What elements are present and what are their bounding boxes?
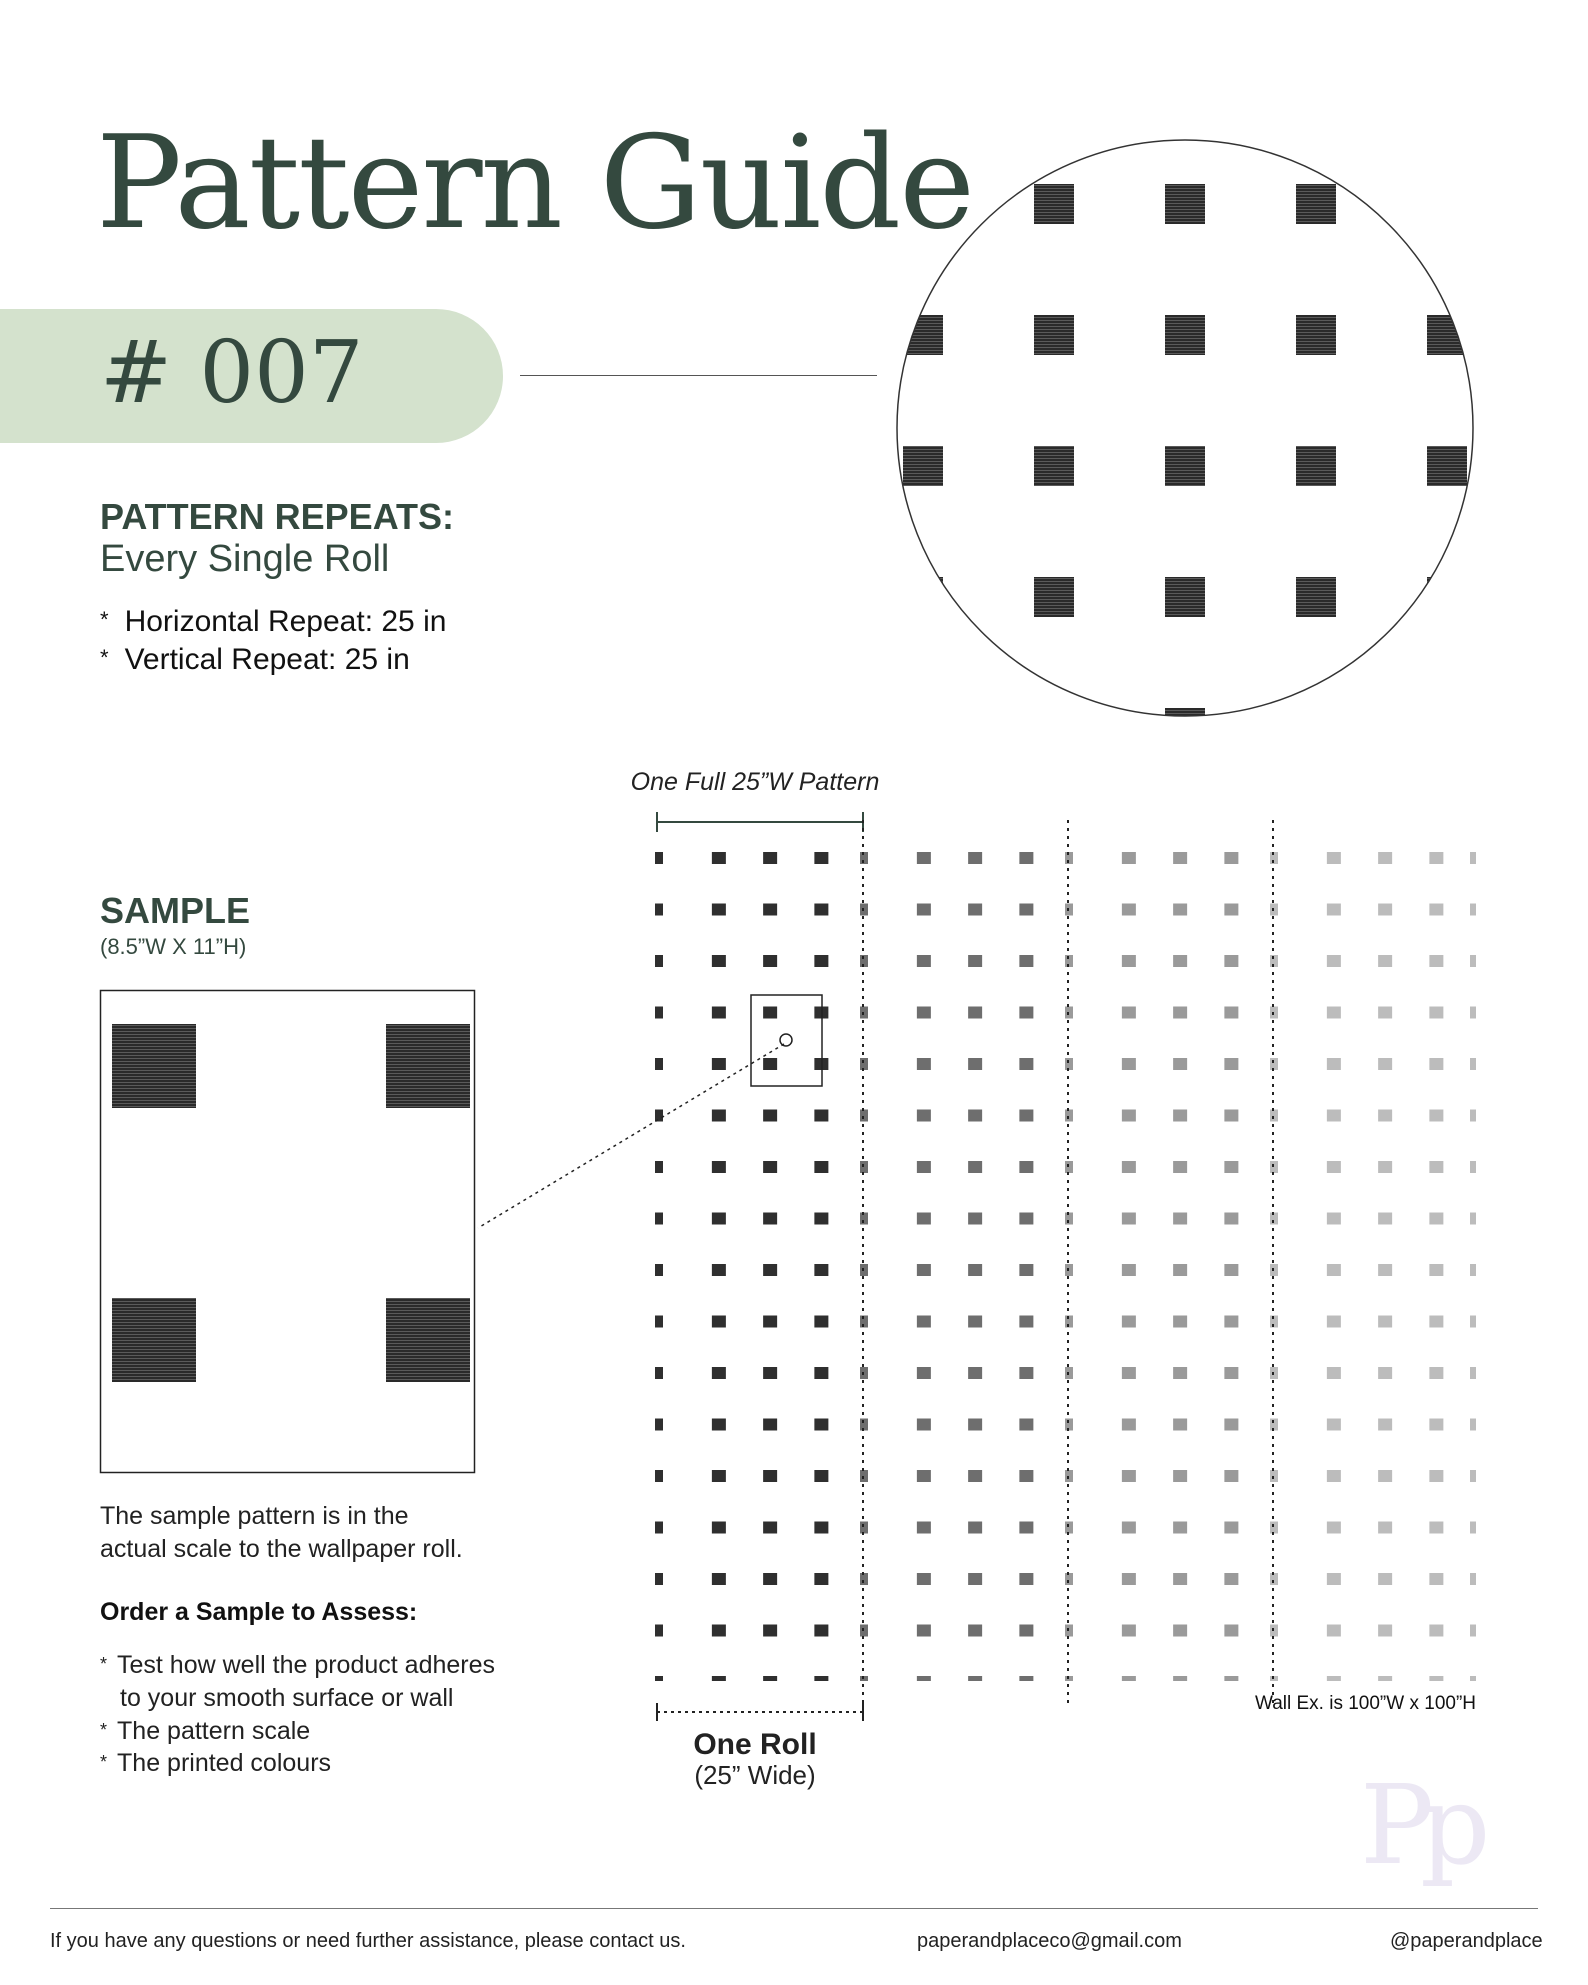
- wall-pattern-dot: [1019, 1161, 1033, 1173]
- wall-pattern-dot: [763, 955, 777, 967]
- wall-pattern-dot: [1429, 1316, 1443, 1328]
- wall-pattern-dot: [917, 1367, 931, 1379]
- wall-pattern-dot: [763, 1213, 777, 1225]
- wall-pattern-dot: [1173, 904, 1187, 916]
- wall-pattern-dot: [1327, 1522, 1341, 1534]
- wall-pattern-dot: [917, 1470, 931, 1482]
- wall-pattern-dot: [655, 1007, 663, 1019]
- wall-pattern-dot: [968, 1316, 982, 1328]
- wall-pattern-dot: [1470, 1058, 1476, 1070]
- wall-pattern-dot: [814, 852, 828, 864]
- wall-pattern-dot: [1224, 1007, 1238, 1019]
- wall-pattern-dot: [1019, 955, 1033, 967]
- wall-pattern-dot: [655, 1676, 663, 1681]
- wall-pattern-dot: [917, 1676, 931, 1681]
- wall-example-note: Wall Ex. is 100”W x 100”H: [1254, 1693, 1476, 1714]
- wall-pattern-dot: [1122, 1676, 1136, 1681]
- wall-pattern-dot: [1270, 1110, 1278, 1122]
- wall-pattern-dot: [763, 1573, 777, 1585]
- wall-pattern-dot: [917, 1161, 931, 1173]
- wall-pattern-dot: [712, 1264, 726, 1276]
- wall-pattern-dot: [814, 1470, 828, 1482]
- wall-pattern-dot: [1224, 1264, 1238, 1276]
- wall-pattern-dot: [655, 1470, 663, 1482]
- paper-and-place-logo-icon: Pp: [1360, 1761, 1477, 1889]
- wall-pattern-dot: [1122, 852, 1136, 864]
- wall-pattern-dot: [1429, 1007, 1443, 1019]
- wall-pattern-dot: [1429, 1058, 1443, 1070]
- wall-pattern-dot: [1019, 1316, 1033, 1328]
- wall-pattern-dot: [1470, 1110, 1476, 1122]
- wall-pattern-dot: [1429, 1573, 1443, 1585]
- roll-dividers: [863, 820, 1273, 1705]
- wall-pattern-dot: [917, 955, 931, 967]
- wall-pattern-dot: [1327, 1007, 1341, 1019]
- wall-pattern-dot: [814, 1316, 828, 1328]
- wall-pattern-dot: [763, 1161, 777, 1173]
- order-item-text: to your smooth surface or wall: [120, 1684, 454, 1712]
- pattern-code: # 007: [100, 323, 364, 423]
- wall-pattern-dot: [712, 1161, 726, 1173]
- wall-pattern-dot: [655, 1213, 663, 1225]
- wall-pattern-dot: [1122, 1419, 1136, 1431]
- sample-size: (8.5”W X 11”H): [100, 934, 247, 959]
- wall-pattern-dot: [1470, 955, 1476, 967]
- wall-pattern-dot: [763, 1007, 777, 1019]
- order-item-text: The printed colours: [117, 1749, 332, 1777]
- wall-pattern-dot: [1173, 1110, 1187, 1122]
- wall-pattern-dot: [1378, 904, 1392, 916]
- wall-pattern-dot: [1122, 1625, 1136, 1637]
- wall-pattern-dot: [1327, 1264, 1341, 1276]
- wall-pattern-dot: [763, 1625, 777, 1637]
- wall-pattern-dot: [1429, 1213, 1443, 1225]
- wall-pattern-dot: [712, 955, 726, 967]
- wall-pattern-dot: [968, 852, 982, 864]
- wall-pattern-dot: [1173, 1367, 1187, 1379]
- wall-pattern-dot: [1065, 1110, 1073, 1122]
- wall-pattern-dot: [860, 1522, 868, 1534]
- wall-pattern-dot: [1470, 1367, 1476, 1379]
- wall-pattern-dot: [1224, 904, 1238, 916]
- wall-pattern-dot: [1429, 852, 1443, 864]
- wall-pattern-dot: [1470, 1264, 1476, 1276]
- wall-pattern-dot: [814, 1522, 828, 1534]
- wall-pattern-dot: [917, 904, 931, 916]
- wall-pattern-dot: [1019, 1625, 1033, 1637]
- wall-pattern-dot: [712, 1470, 726, 1482]
- wall-pattern-dot: [1429, 1522, 1443, 1534]
- wall-pattern-dot: [763, 904, 777, 916]
- wall-pattern-dot: [917, 1110, 931, 1122]
- wall-pattern-dot: [814, 1161, 828, 1173]
- wall-pattern-dot: [1378, 1522, 1392, 1534]
- wall-pattern-dot: [1019, 1676, 1033, 1681]
- wall-pattern-dot: [1173, 1316, 1187, 1328]
- wall-pattern-dot: [814, 1213, 828, 1225]
- wall-pattern-dot: [1122, 1213, 1136, 1225]
- wall-pattern-dot: [1470, 1625, 1476, 1637]
- wall-pattern-dot: [968, 955, 982, 967]
- pattern-width-label: One Full 25”W Pattern: [630, 768, 880, 796]
- sample-note-line: The sample pattern is in the: [100, 1502, 409, 1530]
- wall-pattern-dot: [712, 1367, 726, 1379]
- wall-pattern-dot: [655, 1161, 663, 1173]
- wall-pattern-dot: [1327, 1419, 1341, 1431]
- wall-pattern-dot: [1270, 1522, 1278, 1534]
- wall-pattern-dot: [814, 1625, 828, 1637]
- wall-pattern-dot: [1327, 1676, 1341, 1681]
- wall-pattern-dot: [655, 1367, 663, 1379]
- repeat-value: 25 in: [381, 605, 447, 638]
- wall-pattern-dot: [1122, 1522, 1136, 1534]
- wall-pattern-dot: [1378, 1058, 1392, 1070]
- wall-pattern-dot: [1429, 1625, 1443, 1637]
- wall-pattern-dot: [814, 1676, 828, 1681]
- wall-pattern-dot: [1224, 1522, 1238, 1534]
- wall-pattern-dot: [1173, 1058, 1187, 1070]
- wall-pattern-dot: [968, 1264, 982, 1276]
- wall-pattern-dot: [1429, 1367, 1443, 1379]
- wall-pattern-dot: [1122, 1058, 1136, 1070]
- wall-pattern-dot: [968, 1625, 982, 1637]
- wall-pattern-dot: [968, 1367, 982, 1379]
- wall-pattern-dot: [814, 955, 828, 967]
- wall-pattern-dot: [968, 1573, 982, 1585]
- wall-pattern-dot: [1122, 904, 1136, 916]
- wall-pattern-dot: [917, 1007, 931, 1019]
- wall-pattern-dot: [968, 1007, 982, 1019]
- wall-pattern-dot: [1224, 1316, 1238, 1328]
- wall-pattern-dot: [1224, 955, 1238, 967]
- wall-pattern-dot: [655, 1419, 663, 1431]
- wall-pattern-dot: [1019, 1367, 1033, 1379]
- wall-pattern-dot: [1224, 1367, 1238, 1379]
- roll-bracket: [657, 1703, 863, 1721]
- order-item-text: Test how well the product adheres: [117, 1651, 496, 1679]
- wall-pattern-dot: [712, 1007, 726, 1019]
- wall-pattern-dot: [917, 1522, 931, 1534]
- wall-pattern-dot: [1378, 1007, 1392, 1019]
- wall-pattern-dot: [1173, 1676, 1187, 1681]
- wall-pattern-dot: [763, 1316, 777, 1328]
- wall-pattern-dot: [1327, 904, 1341, 916]
- wall-pattern-dot: [1327, 955, 1341, 967]
- footer-contact-text: If you have any questions or need further assistance, please contact us.: [50, 1930, 686, 1952]
- wall-pattern-dot: [1327, 1161, 1341, 1173]
- pattern-repeats-subheading: Every Single Roll: [100, 538, 390, 580]
- wall-pattern-dot: [1065, 1522, 1073, 1534]
- wall-pattern-dot: [763, 1470, 777, 1482]
- wall-pattern-dot: [814, 1264, 828, 1276]
- wall-pattern-dot: [1122, 1264, 1136, 1276]
- wall-pattern-dot: [1122, 1161, 1136, 1173]
- wall-pattern-dot: [1019, 904, 1033, 916]
- wall-pattern-dot: [712, 1419, 726, 1431]
- wall-pattern-dot: [1019, 1110, 1033, 1122]
- wall-pattern-dot: [712, 1316, 726, 1328]
- wall-pattern-dot: [1429, 1264, 1443, 1276]
- wall-pattern-dot: [1470, 904, 1476, 916]
- wall-pattern-dot: [1173, 955, 1187, 967]
- wall-pattern-dot: [1122, 1110, 1136, 1122]
- wall-pattern-dot: [968, 1419, 982, 1431]
- wall-pattern-dot: [1224, 1573, 1238, 1585]
- wall-pattern-dot: [1378, 1161, 1392, 1173]
- wall-pattern-dot: [968, 904, 982, 916]
- wall-pattern-dot: [1470, 1161, 1476, 1173]
- wall-pattern-dot: [917, 1419, 931, 1431]
- wall-pattern-dot: [1019, 1213, 1033, 1225]
- wall-pattern-dot: [763, 1676, 777, 1681]
- wall-pattern-dot: [814, 1110, 828, 1122]
- wall-pattern-dot: [1019, 1264, 1033, 1276]
- wall-pattern-dot: [1173, 1573, 1187, 1585]
- wall-pattern-dot: [917, 1625, 931, 1637]
- wall-pattern-dot: [712, 852, 726, 864]
- wall-pattern-dot: [655, 904, 663, 916]
- wall-pattern-dot: [860, 1110, 868, 1122]
- bullet-asterisk: *: [100, 1720, 108, 1740]
- wall-pattern-dot: [1327, 1625, 1341, 1637]
- wall-pattern-dot: [763, 852, 777, 864]
- wall-pattern-dot: [1019, 1470, 1033, 1482]
- wall-pattern-dot: [1378, 1470, 1392, 1482]
- wall-pattern-dot: [763, 1264, 777, 1276]
- wall-pattern-dot: [1378, 1573, 1392, 1585]
- wall-pattern-dot: [763, 1419, 777, 1431]
- wall-pattern-dot: [1429, 1161, 1443, 1173]
- wall-pattern-dot: [763, 1110, 777, 1122]
- sample-heading: SAMPLE: [100, 890, 251, 931]
- wall-pattern-dot: [1122, 1316, 1136, 1328]
- repeat-value: 25 in: [344, 643, 410, 676]
- wall-pattern-dot: [1173, 1264, 1187, 1276]
- wall-pattern-dot: [1470, 1007, 1476, 1019]
- wall-pattern-dot: [1019, 1419, 1033, 1431]
- wall-pattern-dot: [1019, 1573, 1033, 1585]
- wall-pattern-dot: [712, 1676, 726, 1681]
- wall-pattern-dot: [1470, 852, 1476, 864]
- wall-pattern-dot: [968, 1213, 982, 1225]
- wall-pattern-dot: [1378, 1110, 1392, 1122]
- wall-pattern-dot: [655, 1316, 663, 1328]
- wall-pattern-dot: [1429, 1470, 1443, 1482]
- wall-pattern-dot: [1224, 1058, 1238, 1070]
- wall-pattern-dot: [1378, 1367, 1392, 1379]
- wall-pattern-dot: [1224, 852, 1238, 864]
- wall-pattern-dot: [917, 1213, 931, 1225]
- wall-pattern-dot: [1470, 1522, 1476, 1534]
- wall-pattern-dot: [655, 1522, 663, 1534]
- wall-pattern-dot: [814, 1367, 828, 1379]
- wall-pattern-dot: [763, 1367, 777, 1379]
- wall-pattern-dot: [1224, 1161, 1238, 1173]
- repeat-label: Vertical Repeat:: [124, 643, 337, 676]
- wall-pattern-dot: [1224, 1213, 1238, 1225]
- bullet-asterisk: *: [100, 645, 109, 670]
- wall-pattern-dot: [1122, 1573, 1136, 1585]
- wall-pattern-dot: [1224, 1625, 1238, 1637]
- wall-pattern-dot: [1173, 1419, 1187, 1431]
- bullet-asterisk: *: [100, 607, 109, 632]
- wall-pattern-dot: [1019, 1007, 1033, 1019]
- wall-pattern-dot: [1470, 1316, 1476, 1328]
- wall-pattern-dot: [655, 1058, 663, 1070]
- wall-pattern-dot: [655, 1110, 663, 1122]
- page-title: Pattern Guide: [96, 109, 973, 258]
- wall-pattern-dot: [1327, 1470, 1341, 1482]
- wall-pattern-dots: [655, 852, 1476, 1681]
- wall-pattern-dot: [1122, 1470, 1136, 1482]
- wall-pattern-dot: [968, 1110, 982, 1122]
- wall-pattern-dot: [1122, 1007, 1136, 1019]
- wall-pattern-dot: [655, 1573, 663, 1585]
- wall-pattern-dot: [763, 1522, 777, 1534]
- wall-pattern-dot: [1327, 1213, 1341, 1225]
- wall-pattern-dot: [1122, 1367, 1136, 1379]
- wall-pattern-dot: [1429, 1419, 1443, 1431]
- roll-width: (25” Wide): [694, 1760, 816, 1790]
- footer-email-link[interactable]: paperandplaceco@gmail.com: [917, 1930, 1182, 1952]
- wall-pattern-dot: [1470, 1213, 1476, 1225]
- wall-pattern-dot: [1224, 1110, 1238, 1122]
- wall-pattern-dot: [1327, 1110, 1341, 1122]
- wall-pattern-dot: [1173, 1213, 1187, 1225]
- wall-pattern-dot: [712, 1058, 726, 1070]
- wall-pattern-dot: [1327, 1367, 1341, 1379]
- wall-pattern-dot: [917, 852, 931, 864]
- wall-pattern-dot: [712, 1573, 726, 1585]
- order-sample-heading: Order a Sample to Assess:: [100, 1598, 418, 1626]
- wall-pattern-dot: [1378, 1625, 1392, 1637]
- pattern-repeats-heading: PATTERN REPEATS:: [100, 496, 455, 537]
- wall-pattern-dot: [1378, 1676, 1392, 1681]
- wall-pattern-dot: [814, 904, 828, 916]
- wall-pattern-dot: [1173, 852, 1187, 864]
- wall-pattern-dot: [917, 1316, 931, 1328]
- wall-pattern-dot: [1429, 904, 1443, 916]
- wall-pattern-dot: [1327, 852, 1341, 864]
- roll-label: One Roll: [693, 1728, 817, 1761]
- wall-pattern-dot: [1173, 1625, 1187, 1637]
- order-item-text: The pattern scale: [117, 1717, 311, 1745]
- wall-pattern-dot: [917, 1573, 931, 1585]
- wall-pattern-dot: [712, 1522, 726, 1534]
- wall-pattern-dot: [1378, 1213, 1392, 1225]
- wall-pattern-dot: [1173, 1161, 1187, 1173]
- wall-pattern-dot: [1019, 1522, 1033, 1534]
- footer-social-handle[interactable]: @paperandplace: [1390, 1930, 1543, 1952]
- wall-pattern-dot: [968, 1522, 982, 1534]
- bullet-asterisk: *: [100, 1654, 108, 1674]
- wall-pattern-dot: [968, 1676, 982, 1681]
- wall-pattern-dot: [1019, 852, 1033, 864]
- wall-pattern-dot: [814, 1419, 828, 1431]
- wall-pattern-dot: [917, 1264, 931, 1276]
- wall-pattern-dot: [968, 1161, 982, 1173]
- wall-pattern-dot: [1173, 1522, 1187, 1534]
- wall-pattern-dot: [655, 955, 663, 967]
- wall-pattern-dot: [968, 1058, 982, 1070]
- wall-pattern-dot: [712, 1110, 726, 1122]
- wall-pattern-dot: [917, 1058, 931, 1070]
- wall-pattern-dot: [655, 1625, 663, 1637]
- wall-pattern-dot: [1378, 1316, 1392, 1328]
- wall-pattern-dot: [1378, 1419, 1392, 1431]
- wall-pattern-dot: [1378, 955, 1392, 967]
- wall-pattern-dot: [1378, 1264, 1392, 1276]
- wall-pattern-dot: [712, 1213, 726, 1225]
- wall-pattern-dot: [1173, 1470, 1187, 1482]
- wall-pattern-dot: [1019, 1058, 1033, 1070]
- wall-pattern-dot: [1470, 1470, 1476, 1482]
- wall-pattern-dot: [1429, 955, 1443, 967]
- wall-pattern-dot: [712, 904, 726, 916]
- wall-pattern-dot: [1470, 1419, 1476, 1431]
- wall-pattern-dot: [814, 1573, 828, 1585]
- wall-pattern-dot: [1470, 1676, 1476, 1681]
- wall-pattern-dot: [968, 1470, 982, 1482]
- wall-pattern-dot: [655, 1264, 663, 1276]
- wall-pattern-dot: [1429, 1110, 1443, 1122]
- footer-divider: [50, 1908, 1538, 1909]
- wall-pattern-dot: [1173, 1007, 1187, 1019]
- wall-pattern-dot: [1224, 1470, 1238, 1482]
- wall-pattern-dot: [655, 852, 663, 864]
- repeat-label: Horizontal Repeat:: [124, 605, 374, 638]
- wall-pattern-dot: [1224, 1676, 1238, 1681]
- wall-pattern-dot: [1327, 1316, 1341, 1328]
- wall-pattern-dot: [763, 1058, 777, 1070]
- wall-pattern-dot: [1122, 955, 1136, 967]
- wall-pattern-dot: [1378, 852, 1392, 864]
- wall-pattern-dot: [1327, 1573, 1341, 1585]
- pattern-width-bracket: [657, 812, 863, 832]
- bullet-asterisk: *: [100, 1752, 108, 1772]
- wall-pattern-dot: [1429, 1676, 1443, 1681]
- wall-pattern-dot: [1470, 1573, 1476, 1585]
- wall-pattern-dot: [1327, 1058, 1341, 1070]
- sample-note-line: actual scale to the wallpaper roll.: [100, 1535, 463, 1563]
- wall-pattern-dot: [1224, 1419, 1238, 1431]
- wall-pattern-dot: [712, 1625, 726, 1637]
